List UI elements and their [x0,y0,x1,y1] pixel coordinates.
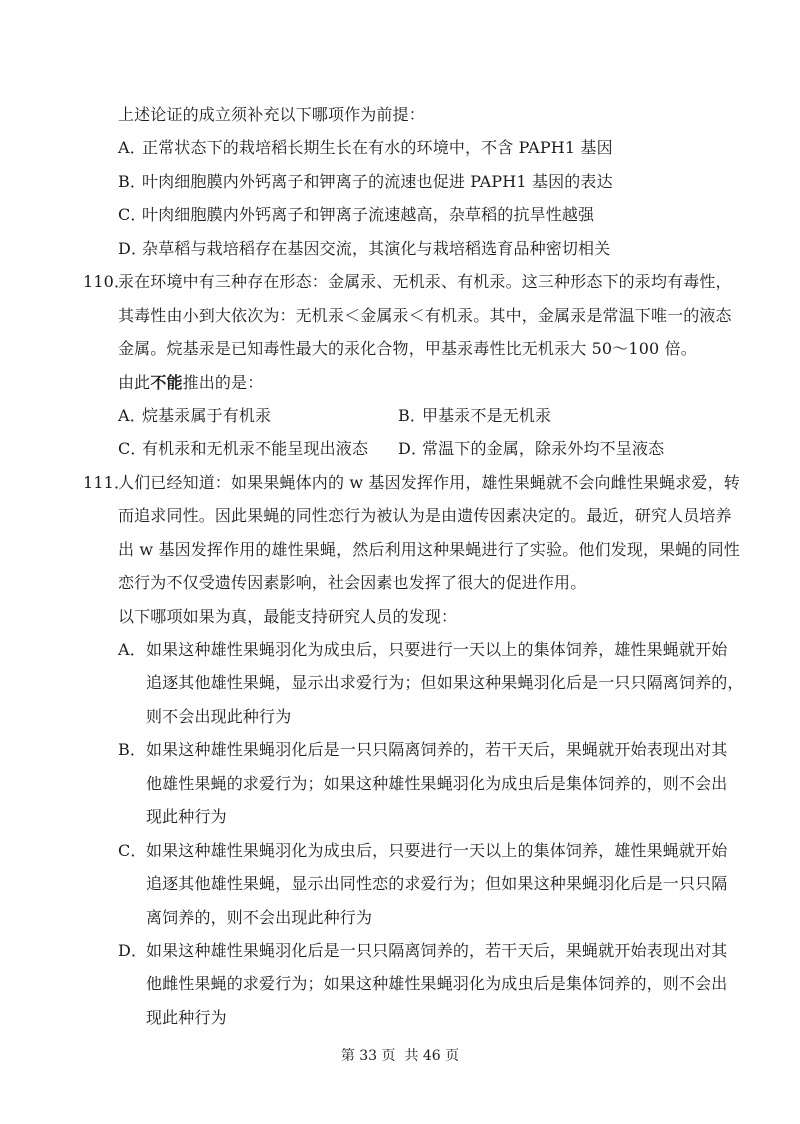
q110-prompt [0,366,800,399]
option-text: 有机汞和无机汞不能呈现出液态 [142,439,369,459]
option-text: 烷基汞属于有机汞 [142,405,272,425]
q109-option-d [0,232,800,265]
q110-option-a [118,399,271,432]
option-label: D． [118,940,148,960]
option-text: 杂草稻与栽培稻存在基因交流，其演化与栽培稻选育品种密切相关 [142,238,611,258]
q111-option-a-line-3: 则不会出现此种行为 [146,706,292,726]
q111-prompt: 以下哪项如果为真，最能支持研究人员的发现： [118,606,458,626]
q110-option-c [118,432,368,465]
option-label: B． [118,740,147,760]
prompt-suffix: 推出的是： [182,372,264,392]
question-number: 111． [83,472,131,492]
q111-option-b-line-3: 现此种行为 [146,807,227,827]
option-text: 叶肉细胞膜内外钙离子和钾离子的流速也促进 PAPH1 基因的表达 [142,171,613,191]
q109-option-b [0,165,800,198]
q110-options-row-2 [0,432,800,465]
option-label: A． [118,138,146,158]
option-text: 如果这种雄性果蝇羽化后是一只只隔离饲养的，若干天后，果蝇就开始表现出对其 [146,940,728,960]
page-content [0,98,800,1034]
option-text: 如果这种雄性果蝇羽化后是一只只隔离饲养的，若干天后，果蝇就开始表现出对其 [146,740,728,760]
option-text: 叶肉细胞膜内外钙离子和钾离子流速越高，杂草稻的抗旱性越强 [142,205,595,225]
q111-option-b-line-1 [0,733,800,766]
q111-option-c-line-3: 离饲养的，则不会出现此种行为 [146,907,373,927]
q110-option-b [398,399,551,432]
option-text: 如果这种雄性果蝇羽化为成虫后，只要进行一天以上的集体饲养，雄性果蝇就开始 [146,840,728,860]
q111-option-c-line-2: 追逐其他雄性果蝇，显示出同性恋的求爱行为；但如果这种果蝇羽化后是一只只隔 [146,874,728,894]
q110-stem-line-2: 其毒性由小到大依次为：无机汞＜金属汞＜有机汞。其中，金属汞是常温下唯一的液态 [118,305,732,325]
option-label: A． [118,640,146,659]
q111-option-a-line-2: 追逐其他雄性果蝇，显示出求爱行为；但如果这种果蝇羽化后是一只只隔离饲养的， [146,673,744,693]
q111-stem-line-1 [0,466,800,499]
option-text: 正常状态下的栽培稻长期生长在有水的环境中，不含 PAPH1 基因 [142,138,613,158]
option-text: 如果这种雄性果蝇羽化为成虫后，只要进行一天以上的集体饲养，雄性果蝇就开始 [146,640,728,659]
q110-options-row-1 [0,399,800,432]
q111-option-d-line-3: 现此种行为 [146,1007,227,1027]
q110-stem-line-1 [0,265,800,298]
option-label: C． [118,840,147,860]
option-label: D． [118,238,148,258]
option-text: 常温下的金属，除汞外均不呈液态 [422,439,665,459]
q109-option-a [0,131,800,164]
q111-option-b-line-2: 他雄性果蝇的求爱行为；如果这种雄性果蝇羽化为成虫后是集体饲养的，则不会出 [146,773,728,793]
stem-text: 人们已经知道：如果果蝇体内的 w 基因发挥作用，雄性果蝇就不会向雌性果蝇求爱，转 [118,472,740,492]
q111-option-d-line-1 [0,934,800,967]
q111-option-d-line-2: 他雌性果蝇的求爱行为；如果这种雄性果蝇羽化为成虫后是集体饲养的，则不会出 [146,974,728,994]
page-footer: 第 33 页 共 46 页 [340,1048,460,1064]
q111-stem-line-4: 恋行为不仅受遗传因素影响，社会因素也发挥了很大的促进作用。 [118,573,587,593]
stem-text: 汞在环境中有三种存在形态：金属汞、无机汞、有机汞。这三种形态下的汞均有毒性， [118,272,732,292]
option-label: A． [118,405,146,425]
q109-stem: 上述论证的成立须补充以下哪项作为前提： [118,105,425,124]
option-label: C． [118,439,147,459]
option-label: D． [398,439,428,459]
option-label: C． [118,205,147,225]
q109-option-c [0,198,800,231]
option-label: B． [118,171,147,191]
q110-stem-line-3: 金属。烷基汞是已知毒性最大的汞化合物，甲基汞毒性比无机汞大 50～100 倍。 [118,339,697,359]
prompt-prefix: 由此 [118,372,151,392]
question-number: 110． [83,272,131,292]
q110-option-d [398,432,664,465]
option-label: B． [398,405,427,425]
q111-stem-line-2: 而追求同性。因此果蝇的同性恋行为被认为是由遗传因素决定的。最近，研究人员培养 [118,506,732,526]
q111-stem-line-3: 出 w 基因发挥作用的雄性果蝇，然后利用这种果蝇进行了实验。他们发现，果蝇的同性 [118,539,740,559]
q111-option-c-line-1 [0,834,800,867]
option-text: 甲基汞不是无机汞 [422,405,552,425]
q111-option-a-line-1 [0,633,800,666]
prompt-bold: 不能 [150,372,183,392]
